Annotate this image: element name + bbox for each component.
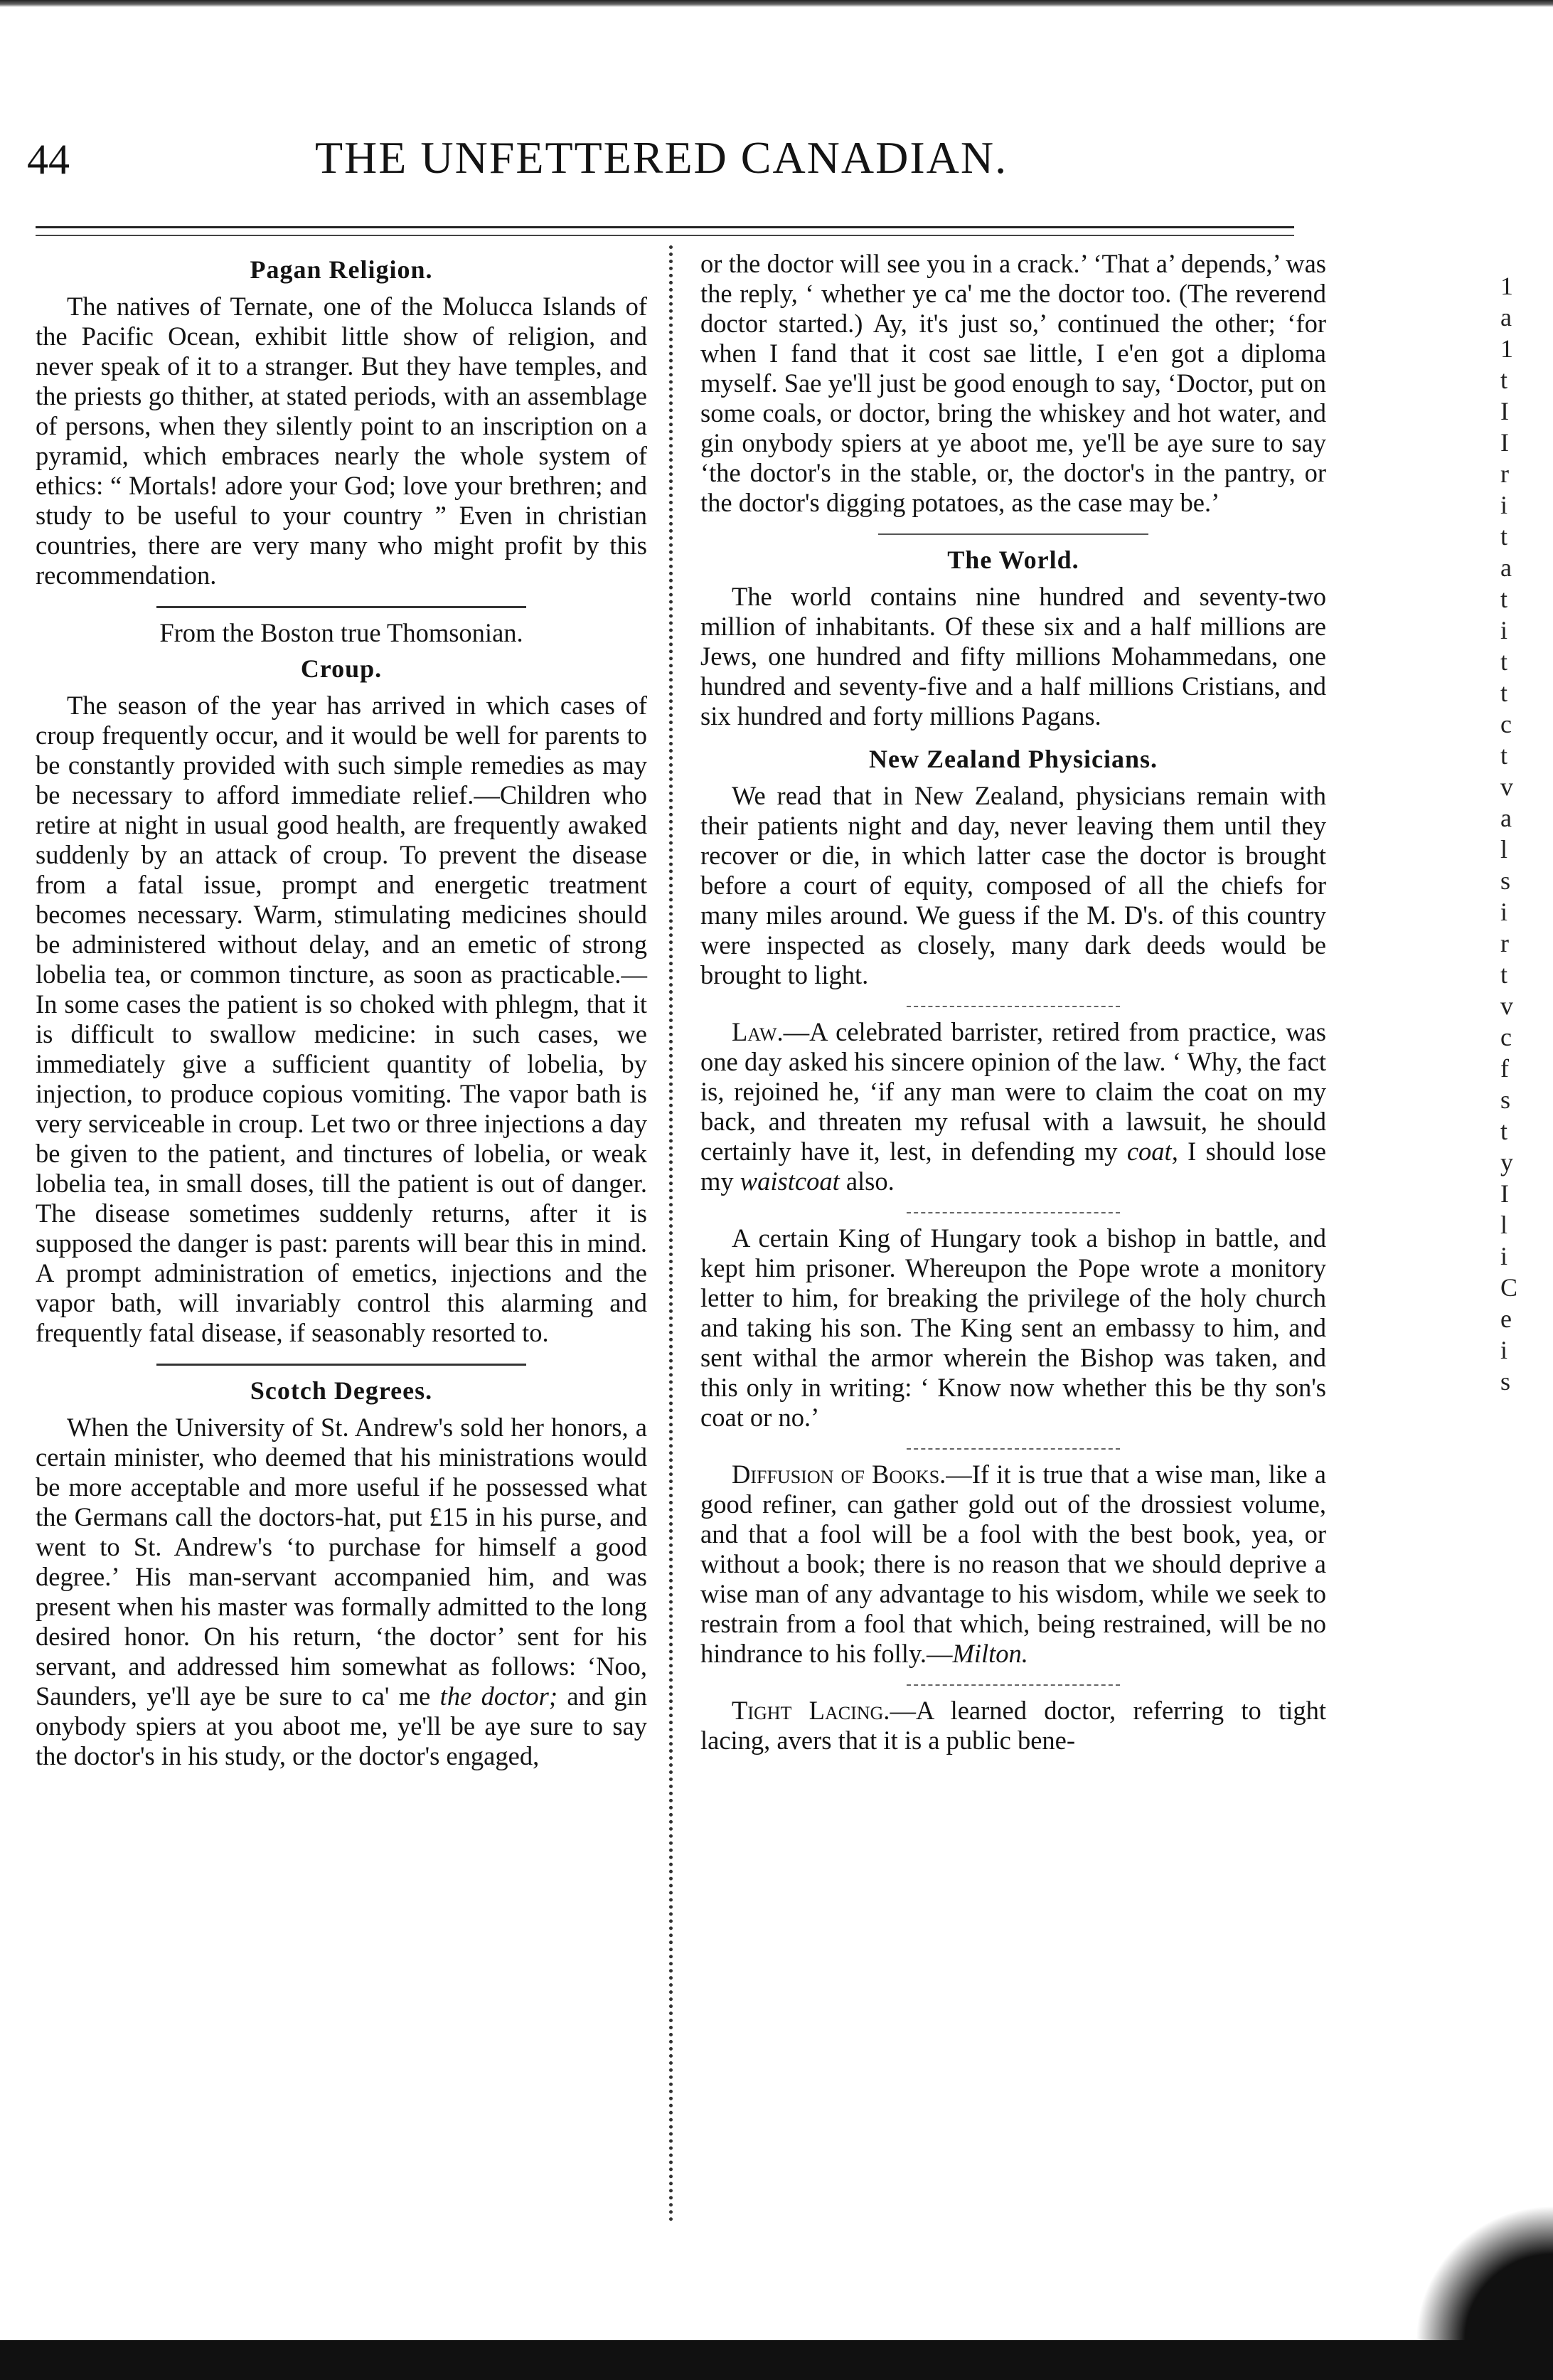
- edge-fragment: t: [1500, 522, 1508, 551]
- emphasis-text: coat,: [1126, 1137, 1178, 1166]
- article-heading: The World.: [947, 546, 1079, 574]
- edge-fragment: C: [1500, 1273, 1518, 1302]
- edge-fragment: t: [1500, 679, 1508, 707]
- edge-fragment: i: [1500, 1336, 1508, 1364]
- section-rule: [907, 1212, 1120, 1213]
- edge-fragment: c: [1500, 710, 1512, 738]
- left-column: [36, 249, 647, 1771]
- emphasis-text: waistcoat: [740, 1167, 840, 1196]
- edge-fragment: i: [1500, 491, 1508, 519]
- article-heading: Pagan Religion.: [250, 255, 433, 284]
- edge-fragment: l: [1500, 835, 1508, 864]
- edge-fragment: c: [1500, 1023, 1512, 1051]
- section-rule: [907, 1684, 1120, 1686]
- section-rule: [156, 1364, 526, 1366]
- article-text: also.: [845, 1167, 895, 1196]
- article-body: [700, 1460, 1326, 1669]
- article-text: When the University of St. Andrew's sold her honors, a certain minister, who deemed that his ministrations would be more acceptable and more useful if he possessed what the Germans call the doctors-hat, put £15 in his purse, and went to St. Andrew's ‘to purchase for himself a good degree.’ His man-servant accompanied him, and was present when his master was formally admitted to the long desired honor. On his return, ‘the doctor’ sent for his servant, and addressed him somewhat as follows: ‘Noo, Saunders, ye'll aye be sure to ca' me: [36, 1413, 647, 1711]
- edge-fragment: e: [1500, 1305, 1512, 1333]
- header-rule: [36, 235, 1294, 236]
- article-heading: New Zealand Physicians.: [868, 745, 1158, 773]
- edge-fragment: t: [1500, 647, 1508, 676]
- article-text: I should lose my: [700, 1137, 1327, 1196]
- section-rule: [907, 1006, 1120, 1007]
- article-body: A certain King of Hungary took a bishop in battle, and kept him prisoner. Whereupon the Pope wrote a monitory letter to him, for breaking the privilege of the holy church and taking his son. The King sent an embassy to him, and sent withal the armor wherein the Bishop was taken, and this only in writing: ‘ Know now whether this be thy son's coat or no.’: [700, 1223, 1326, 1432]
- page-number: 44: [27, 136, 70, 183]
- edge-fragment: 1: [1500, 272, 1513, 300]
- edge-fragment: s: [1500, 1367, 1511, 1396]
- header-rule: [36, 226, 1294, 228]
- column-divider: [669, 245, 673, 2223]
- article-body-continued: or the doctor will see you in a crack.’ ‘That a’ depends,’ was the reply, ‘ whether ye ca' me the doctor too. (The reverend doctor started.) Ay, it's just so,’ continued the other; ‘for when I fand that it cost sae little, I e'en got a diploma myself. Sae ye'll just be good enough to say, ‘Doctor, put on some coals, or doctor, bring the whiskey and hot water, and gin onybody spiers at ye aboot me, ye'll be aye sure to say ‘the doctor's in the stable, or, the doctor's in the pantry, or the doctor's digging potatoes, as the case may be.’: [700, 249, 1326, 517]
- running-title: THE UNFETTERED CANADIAN.: [314, 132, 1008, 183]
- edge-fragment: a: [1500, 303, 1512, 331]
- article-heading: Scotch Degrees.: [250, 1376, 433, 1405]
- article-body: We read that in New Zealand, physicians remain with their patients night and day, never leaving them until they recover or die, in which latter case the doctor is brought before a court of equity, composed of all the chiefs for many miles around. We guess if the M. D's. of this country were inspected as closely, many dark deeds would be brought to light.: [700, 781, 1326, 989]
- edge-fragment: l: [1500, 1211, 1508, 1239]
- article-text: and gin onybody spiers at you aboot me, ye'll be aye sure to say the doctor's in his study, or the doctor's engaged,: [36, 1682, 648, 1770]
- article-heading: Croup.: [300, 654, 383, 683]
- edge-fragment: v: [1500, 992, 1513, 1020]
- edge-fragment: I: [1500, 428, 1509, 457]
- run-in-heading: Law.: [732, 1017, 784, 1046]
- article-body: The season of the year has arrived in which cases of croup frequently occur, and it would be well for parents to be constantly provided with such simple remedies as may be necessary to afford immediate relief.—Children who retire at night in usual good health, are frequently awaked suddenly by an attack of croup. To prevent the disease from a fatal issue, prompt and energetic treatment becomes necessary. Warm, stimulating medicines should be administered without delay, and an emetic of strong lobelia tea, or common tincture, as soon as practicable.—In some cases the patient is so choked with phlegm, that it is difficult to swallow medicine: in such cases, we immediately give a sufficient quantity of lobelia, by injection, to produce copious vomiting. The vapor bath is very serviceable in croup. Let two or three injections a day be given to the patient, and tinctures of lobelia, or weak lobelia tea, in small doses, till the patient is out of danger. The disease sometimes suddenly returns, after it is supposed the danger is past: parents will bear this in mind. A prompt administration of emetics, injections and the vapor bath, will invariably control this alarming and frequently fatal disease, if seasonably resorted to.: [36, 691, 647, 1347]
- section-rule: [878, 533, 1148, 535]
- article-text: —A learned doctor, referring to tight lacing, avers that it is a public bene-: [700, 1696, 1326, 1755]
- edge-fragment: i: [1500, 1242, 1508, 1270]
- edge-fragment: t: [1500, 960, 1508, 989]
- emphasis-text: the doctor;: [439, 1682, 558, 1711]
- edge-fragment: r: [1500, 929, 1509, 957]
- emphasis-text: Milton.: [952, 1639, 1028, 1668]
- edge-fragment: t: [1500, 1117, 1508, 1145]
- edge-fragment: I: [1500, 1179, 1509, 1208]
- edge-fragment: t: [1500, 741, 1508, 770]
- edge-fragment: t: [1500, 585, 1508, 613]
- run-in-heading: Diffusion of Books.: [732, 1460, 946, 1489]
- scan-top-edge: [0, 0, 1553, 7]
- adjacent-page-fragments: [1500, 270, 1543, 1622]
- edge-fragment: a: [1500, 804, 1512, 832]
- page-corner-shadow: [1415, 2205, 1553, 2340]
- edge-fragment: I: [1500, 397, 1509, 425]
- edge-fragment: i: [1500, 616, 1508, 644]
- article-body: The world contains nine hundred and seventy-two million of inhabitants. Of these six and a half millions are Jews, one hundred and fifty millions Mohammedans, one hundred and seventy-five and a half millions Cristians, and six hundred and forty millions Pagans.: [700, 582, 1326, 731]
- edge-fragment: r: [1500, 459, 1509, 488]
- section-rule: [907, 1448, 1120, 1450]
- article-text: —If it is true that a wise man, like a good refiner, can gather gold out of the drossiest volume, and that a fool will be a fool with the best book, yea, or without a book; there is no reason that we should deprive a wise man of any advantage to his wisdom, while we seek to restrain from a fool that which, being restrained, will be no hindrance to his folly.—: [700, 1460, 1326, 1668]
- edge-fragment: s: [1500, 1085, 1511, 1114]
- edge-fragment: t: [1500, 366, 1508, 394]
- edge-fragment: f: [1500, 1054, 1509, 1083]
- run-in-heading: Tight Lacing.: [732, 1696, 890, 1725]
- article-body: [700, 1696, 1326, 1755]
- edge-fragment: a: [1500, 553, 1512, 582]
- edge-fragment: 1: [1500, 334, 1513, 363]
- article-body: [36, 1413, 647, 1771]
- right-column: [700, 249, 1326, 1755]
- edge-fragment: y: [1500, 1148, 1513, 1176]
- edge-fragment: v: [1500, 772, 1513, 801]
- article-body: The natives of Ternate, one of the Molucca Islands of the Pacific Ocean, exhibit little show of religion, and never speak of it to a stranger. But they have temples, and the priests go thither, at stated periods, with an assemblage of persons, when they silently point to an inscription on a pyramid, which embraces nearly the whole system of ethics: “ Mortals! adore your God; love your brethren; and study to be useful to your country ” Even in christian countries, there are very many who might profit by this recommendation.: [36, 292, 647, 590]
- edge-fragment: i: [1500, 898, 1508, 926]
- article-body: [700, 1017, 1326, 1196]
- scan-bottom-edge: [0, 2340, 1553, 2380]
- section-rule: [156, 606, 526, 608]
- article-source: From the Boston true Thomsonian.: [159, 618, 523, 647]
- edge-fragment: s: [1500, 866, 1511, 895]
- article-text: —A celebrated barrister, retired from practice, was one day asked his sincere opinion of the law. ‘ Why, the fact is, rejoined he, ‘if any man were to claim the coat on my back, and threaten my refusal with a lawsuit, he should certainly have it, lest, in defending my: [700, 1017, 1326, 1166]
